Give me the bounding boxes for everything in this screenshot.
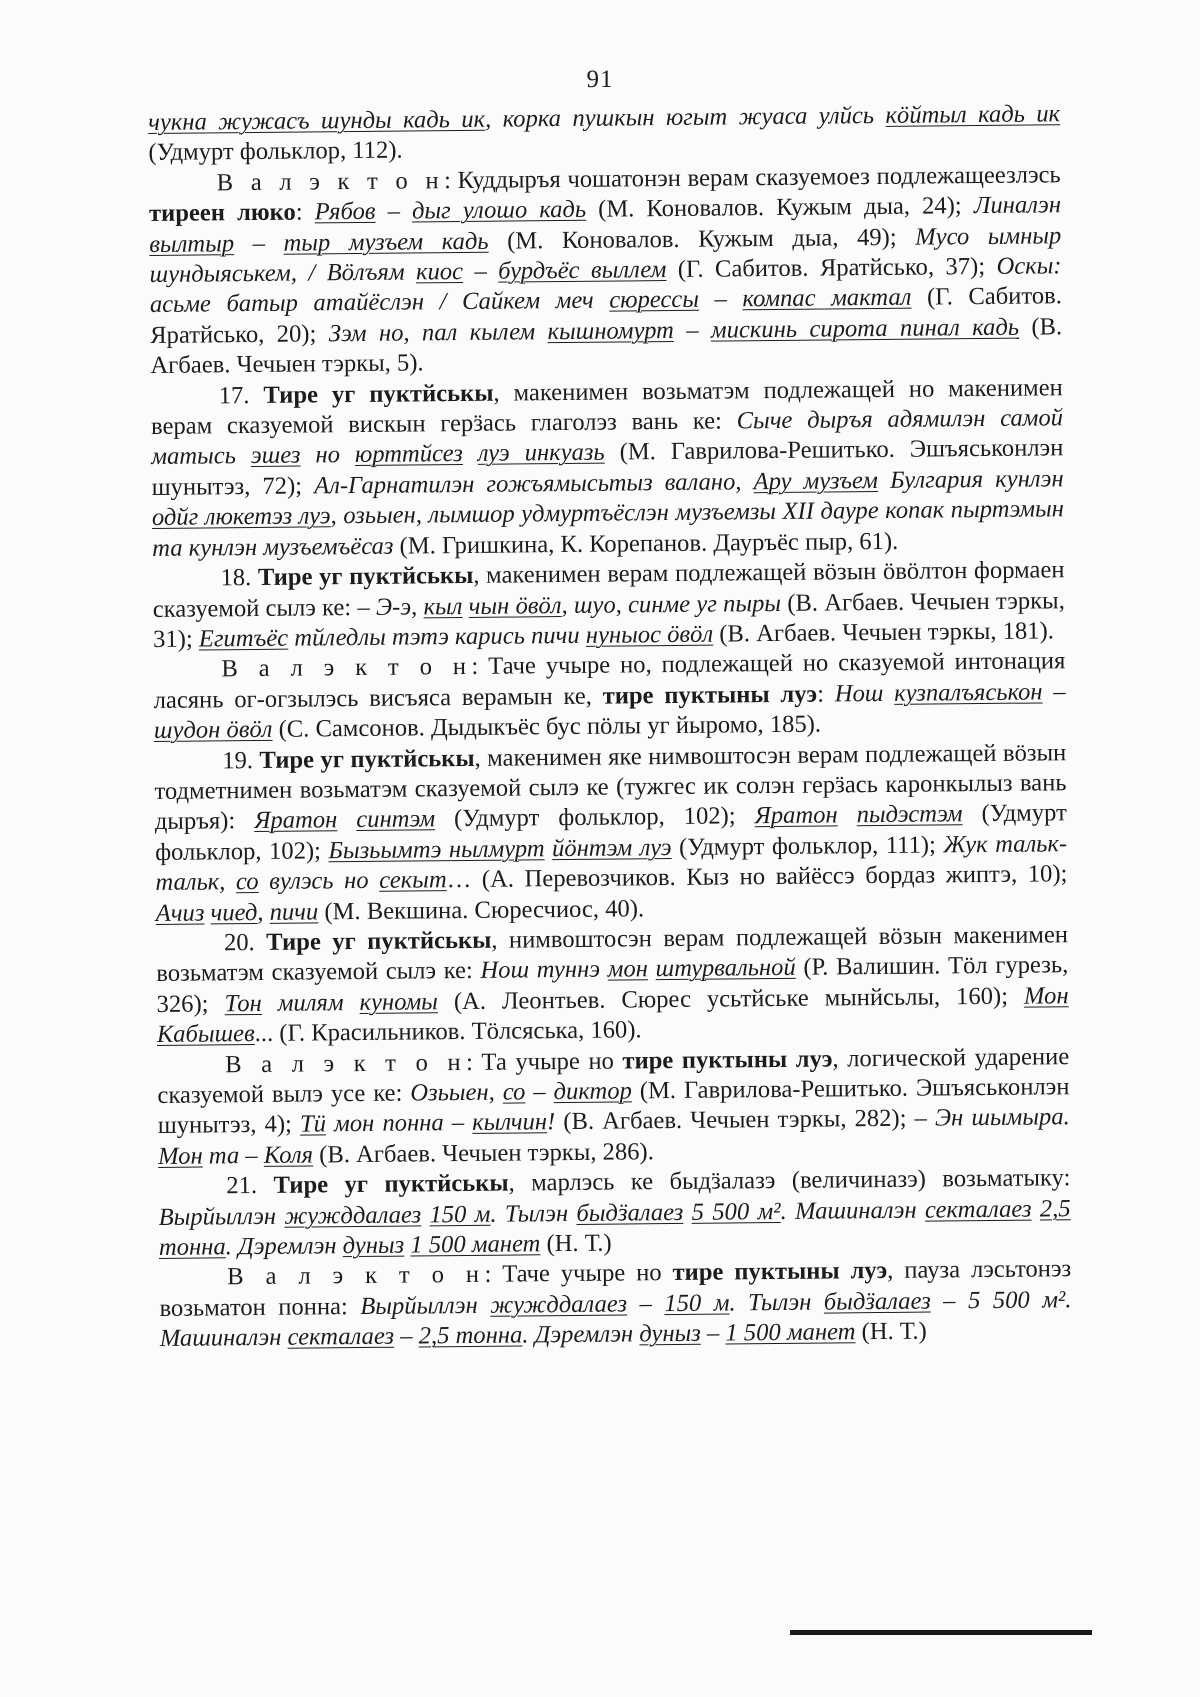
page-number: 91 — [586, 66, 614, 93]
text-block — [148, 99, 1072, 1354]
paragraph-rule-20: 20. Тире уг пуктйськы, нимвоштосэн верам подлежащей вöзын макенимен возьматэм сказуемой сылэ ке: Нош туннэ мон штурвальной (Р. Валишин. Тöл гурезь, 326); Тон милям куномы (А. Леонтьев. Сюрес усьтйське мынйсьлы, 160); Мон Кабышев... (Г. Красильников. Тöлсяська, 160). — [156, 921, 1069, 1049]
paragraph-rule-18: 18. Тире уг пуктйськы, макенимен верам подлежащей вöзын öвöлтон формаен сказуемой сылэ ке: – Э-э, кыл чын öвöл, шуо, синме уг пыры (В. Агбаев. Чечыен тэркы, 31); Егитъёс тйледлы тэтэ карись пичи нуныос öвöл (В. Агбаев. Чечыен тэркы, 181). — [152, 556, 1065, 653]
paragraph-rule-17: 17. Тире уг пуктйськы, макенимен возьматэм подлежащей но макенимен верам сказуемой вискын герӟась глаголэз вань ке: Сыче дыръя адямилэн самой матысь эшез но юрттйсез луэ инкуазь (М. Гаврилова-Решитько. Эшъяськонлэн шунытэз, 72); Ал-Гарнатилэн гожъямысьтыз валано, Ару музъем Булгария кунлэн одйг люкетэз луэ, озьыен, лымшор удмуртъёслэн музъемзы XII дауре копак пыртэмын та кунлэн музъемъёсаз (М. Гришкина, К. Корепанов. Дауръёс пыр, 61). — [150, 373, 1065, 562]
paragraph-note-logical-stress: В а л э к т о н: Та учырe но тире пуктыны луэ, логической ударение сказуемой вылэ усе ке: Озьыен, со – диктор (М. Гаврилова-Решитько. Эшъяськонлэн шунытэз, 4); Тӥ мон понна – кылчин! (В. Агбаев. Чечыен тэркы, 282); – Эн шымыра. Мон та – Коля (В. Агбаев. Чечыен тэркы, 286). — [157, 1042, 1070, 1170]
paragraph-rule-19: 19. Тире уг пуктйськы, макенимен яке нимвоштосэн верам подлежащей вöзын тодметнимен возьматэм сказуемой сылэ ке (тужгес ик солэн герӟась каронкылыз вань дыръя): Яратон синтэм (Удмурт фольклор, 102); Яратон пыдэстэм (Удмурт фольклор, 102); Бызьымтэ нылмурт йöнтэм луэ (Удмурт фольклор, 111); Жук тальк-тальк, со вулэсь но секыт… (А. Перевозчиков. Кыз но вайёссэ бордаз жиптэ, 10); Ачиз чиед, пичи (М. Векшина. Сюресчиос, 40). — [154, 738, 1068, 927]
footer-rule — [790, 1630, 1092, 1635]
paragraph-rule-21: 21. Тире уг пуктйськы, марлэсь ке быдӟалазэ (величиназэ) возьматыку: Вырйыллэн жужддалаез 150 м. Тылэн быдӟалаез 5 500 м². Машиналэн секталаез 2,5 тонна. Дэремлэн дуныз 1 500 манет (Н. Т.) — [158, 1164, 1071, 1261]
paragraph-note-comparison: В а л э к т о н: Куддыръя чошатонэн верам сказуемоез подлежащеезлэсь тиреен люко: Рябов – дыг улошо кадь (М. Коновалов. Кужым дыа, 24); Линалэн вылтыр – тыр музъем кадь (М. Коновалов. Кужым дыа, 49); Мусо ымныр шундыяськем, / Вöлъям киос – бурдъёс выллем (Г. Сабитов. Яратйсько, 37); Оскы: асьме батыр атайёслэн / Сайкем меч сюрессы – компас мактал (Г. Сабитов. Яратйсько, 20); Зэм но, пал кылем кышномурт – мискинь сирота пинал кадь (В. Агбаев. Чечыен тэркы, 5). — [148, 161, 1063, 380]
paragraph-note-intonation: В а л э к т о н: Таче учырe но, подлежащей но сказуемой интонация ласянь ог-огзылэсь висъяса верамын ке, тире пуктыны луэ: Нош кузпалъяськон – шудон öвöл (С. Самсонов. Дыдыкъёс бус пöлы уг йыромо, 185). — [153, 647, 1066, 745]
paragraph-quote-continuation: чукна жужасъ шунды кадь ик, корка пушкын югыт жуаса улйсь кöйтыл кадь ик (Удмурт фольклор, 112). — [148, 100, 1061, 167]
paragraph-note-pause: В а л э к т о н: Таче учырe но тире пуктыны луэ, пауза лэсьтонэз возьматон понна: Вырйыллэн жужддалаез – 150 м. Тылэн быдӟалаез – 5 500 м². Машиналэн секталаез – 2,5 тонна. Дэремлэн дуныз – 1 500 манет (Н. Т.) — [159, 1255, 1072, 1353]
